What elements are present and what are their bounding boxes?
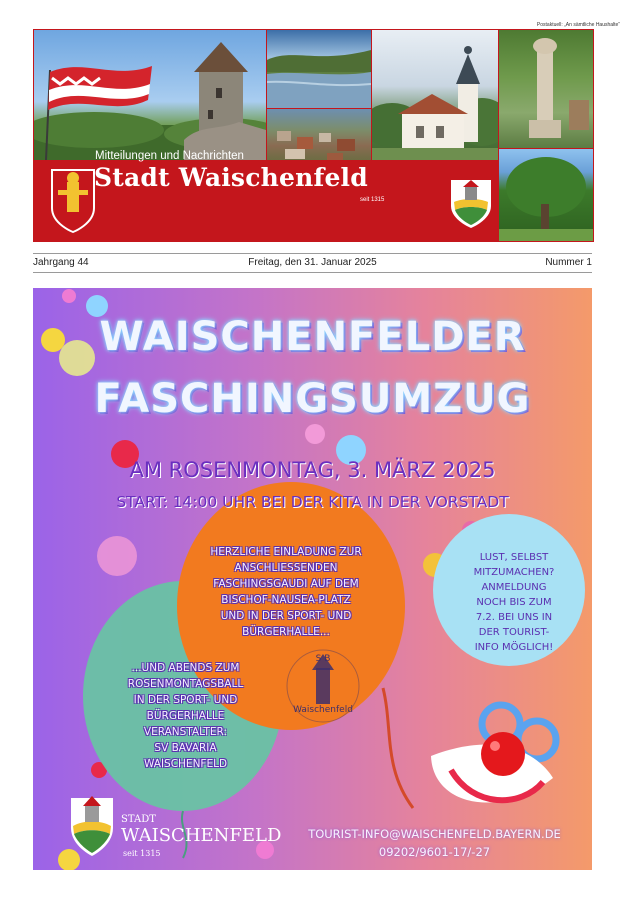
orange-balloon-text [191,544,381,640]
green-balloon-line: ROSENMONTAGSBALL [127,678,244,690]
green-balloon-text [108,660,263,772]
poster-headline-2: FASCHINGSUMZUG [94,376,531,422]
clown-face-icon [431,705,556,803]
carnival-poster [33,288,592,870]
confetti-dot [97,536,137,576]
orange-balloon-line: BÜRGERHALLE... [242,626,330,638]
poster-headline-1: WAISCHENFELDER [99,314,526,360]
logo-city-name: WAISCHENFELD [121,825,282,846]
orange-balloon-line: UND IN DER SPORT- UND [220,610,352,622]
orange-balloon-string [383,688,413,808]
logo-stadt-label: STADT [121,814,156,825]
blue-balloon-line: NOCH BIS ZUM [476,597,552,608]
blue-balloon-line: 7.2. BEI UNS IN [475,612,553,623]
masthead-since: seit 1315 [360,197,385,203]
green-balloon-line: WAISCHENFELD [143,758,228,770]
orange-balloon-line: HERZLICHE EINLADUNG ZUR [210,546,362,558]
divider-bottom [33,272,592,273]
blue-balloon-line: LUST, SELBST [479,552,549,563]
blue-balloon-line: MITZUMACHEN? [473,567,555,578]
orange-balloon-line: FASCHINGSGAUDI AUF DEM [213,578,359,590]
city-logo-icon [71,796,113,856]
confetti-dot [62,289,76,303]
contact-email: TOURIST-INFO@WAISCHENFELD.BAYERN.DE [308,827,561,841]
green-balloon-line: VERANSTALTER: [143,726,228,738]
blue-balloon-line: ANMELDUNG [481,582,547,593]
photo-tree [499,149,593,241]
photo-church [372,30,498,170]
issue-date: Freitag, den 31. Januar 2025 [248,257,377,268]
photo-river-valley [267,30,371,108]
green-balloon-line: BÜRGERHALLE [146,710,225,722]
orange-balloon-line: BISCHOF-NAUSEA-PLATZ [221,594,351,606]
issue-volume: Jahrgang 44 [33,257,89,268]
logo-since: seit 1315 [123,849,161,858]
contact-phone: 09202/9601-17/-27 [378,845,491,859]
photo-stone-column [499,30,593,148]
event-date: AM ROSENMONTAG, 3. MÄRZ 2025 [129,458,496,482]
orange-balloon-line: ANSCHLIESSENDEN [234,562,338,574]
city-emblem-icon [443,176,513,242]
green-balloon-line: SV BAVARIA [154,742,217,754]
masthead-banner [33,29,594,242]
blue-balloon-line: DER TOURIST- [478,627,550,638]
photo-castle-tower-flag [34,30,266,160]
club-seal-initials: S B [315,654,331,664]
confetti-dot [58,849,80,870]
event-start: START: 14:00 UHR BEI DER KITA IN DER VORSTADT [116,493,509,511]
divider-top [33,253,592,254]
issue-number: Nummer 1 [545,257,592,268]
club-seal-name: Waischenfeld [293,705,353,715]
confetti-dot [305,424,325,444]
blue-balloon-line: INFO MÖGLICH! [474,642,554,653]
postal-note: Postaktuell: „An sämtliche Haushalte“ [536,22,620,28]
club-seal-text [291,654,355,716]
blue-balloon-text [451,550,577,655]
green-balloon-line: ...UND ABENDS ZUM [131,662,240,674]
green-balloon-line: IN DER SPORT- UND [133,694,238,706]
masthead-title: Stadt Waischenfeld [94,163,368,192]
masthead-subtitle: Mitteilungen und Nachrichten [95,150,244,162]
